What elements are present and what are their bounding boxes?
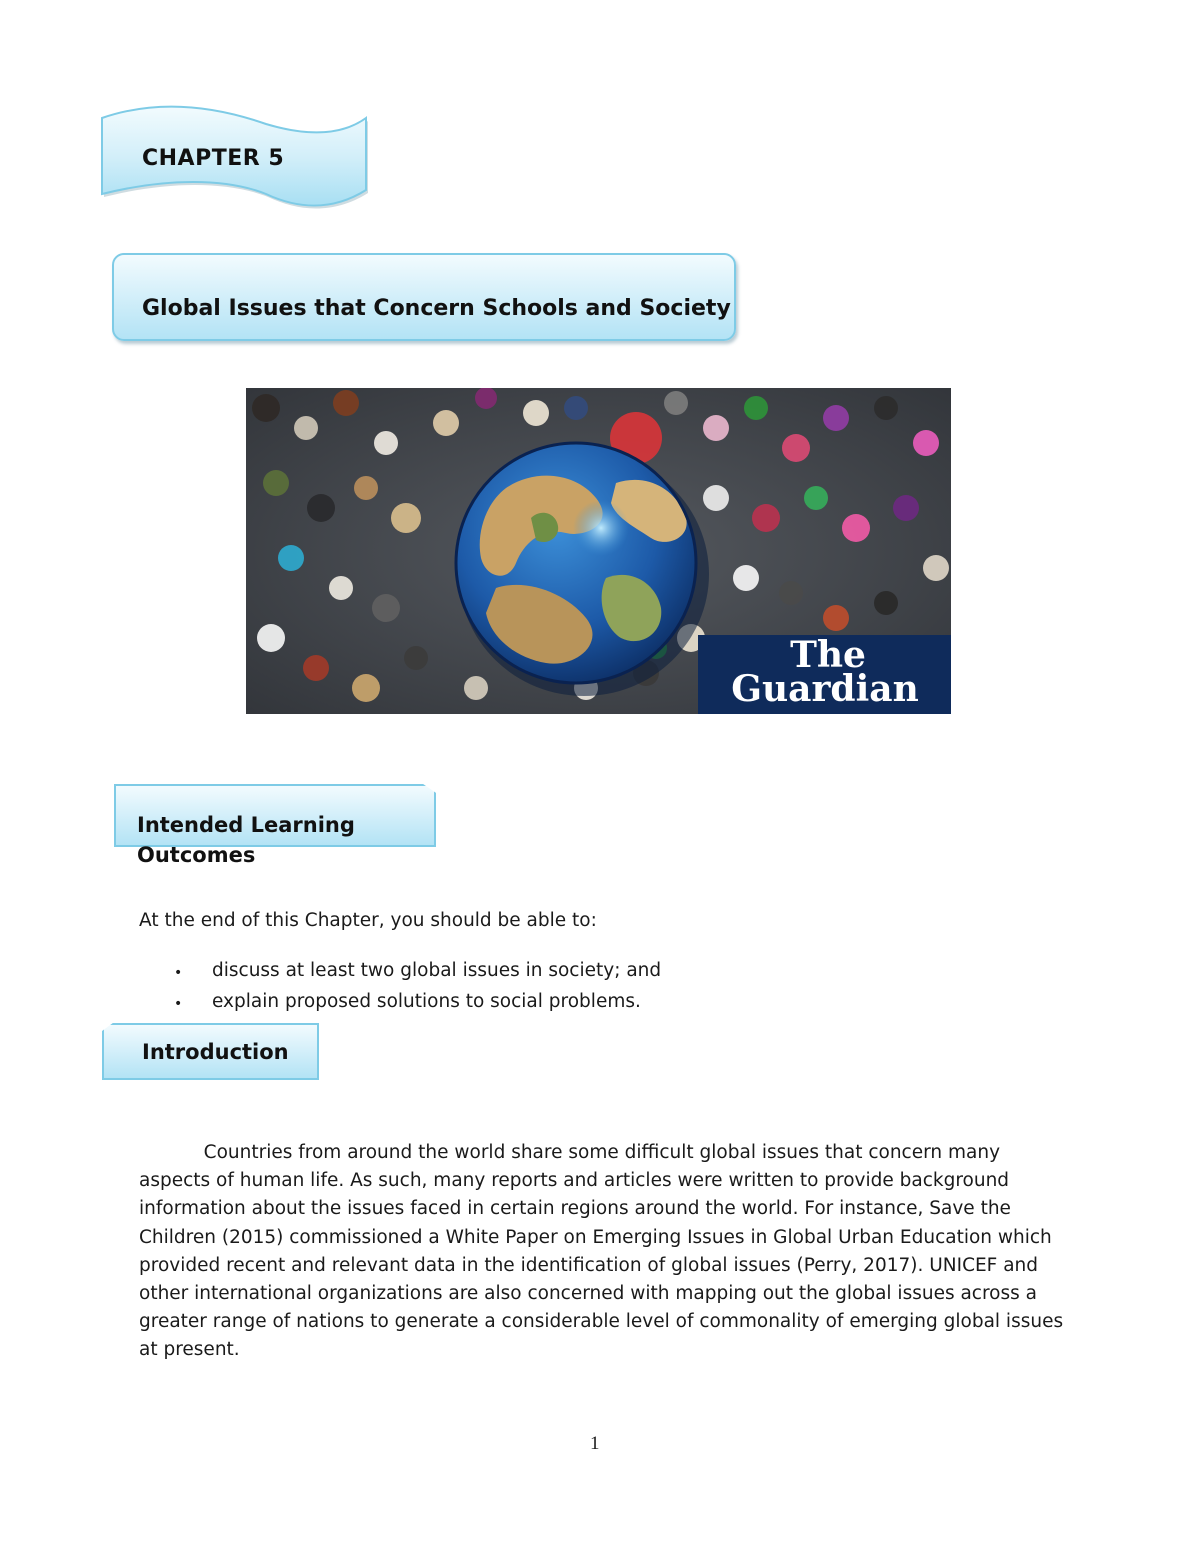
guardian-brand-line2: Guardian (731, 668, 919, 710)
ilo-bullet-list (174, 960, 661, 1022)
page-number: 1 (590, 1433, 600, 1454)
list-item-text: explain proposed solutions to social problems. (212, 991, 641, 1012)
bullet-glyph: • (174, 996, 183, 1012)
introduction-paragraph: Countries from around the world share some difficult global issues that concern many aspects of human life. As such, many reports and articles were written to provide background information about the issues faced in certain regions around the world. For instance, Save the Children (2015) commissioned a White Paper on Emerging Issues in Global Urban Education which provided recent and relevant data in the identification of global issues (Perry, 2017). UNICEF and other international organizations are also concerned with mapping out the global issues across a greater range of nations to generate a considerable level of commonality of emerging global issues at present. (139, 1142, 1064, 1361)
chapter-title: Global Issues that Concern Schools and Society (142, 296, 731, 321)
bullet-glyph: • (174, 965, 183, 981)
ilo-lead: At the end of this Chapter, you should be able to: (139, 910, 597, 931)
introduction-heading: Introduction (142, 1040, 289, 1064)
list-item (174, 960, 661, 991)
ilo-heading: Intended Learning Outcomes (137, 813, 355, 867)
chapter-label: CHAPTER 5 (142, 146, 285, 171)
list-item-text: discuss at least two global issues in society; and (212, 960, 662, 981)
guardian-brand-line1: The (790, 634, 866, 676)
list-item (174, 991, 661, 1022)
globe-crowd-image (246, 388, 951, 714)
